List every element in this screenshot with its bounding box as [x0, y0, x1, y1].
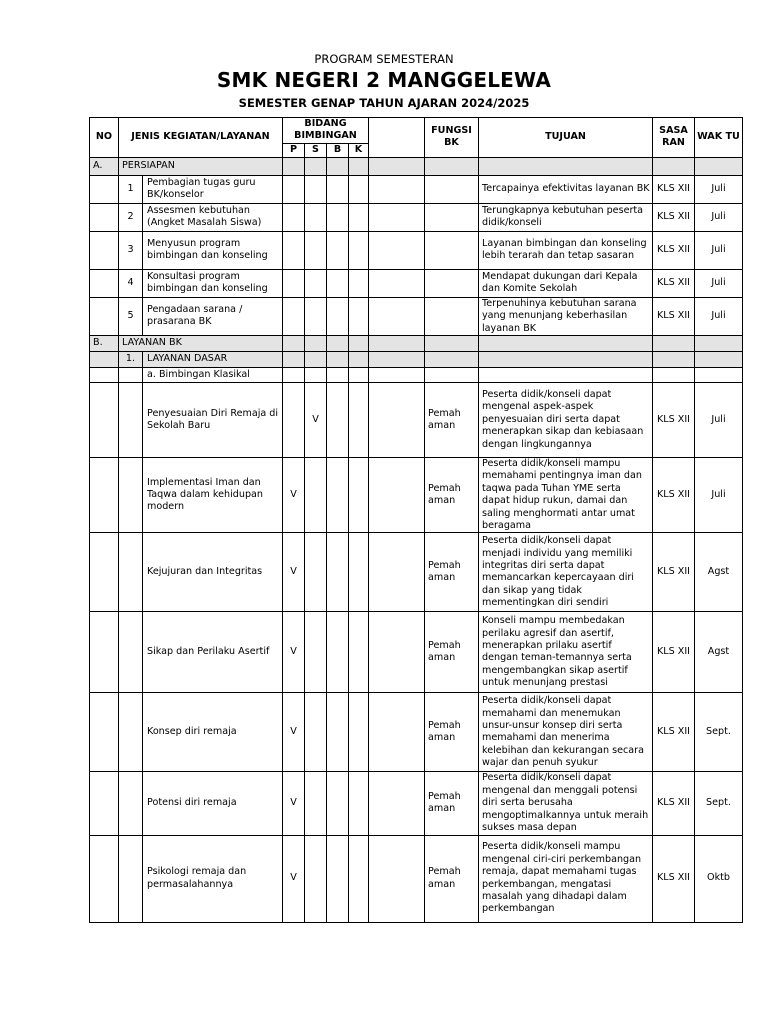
row-waktu: Juli [695, 231, 743, 269]
subsection-number: 1. [119, 352, 143, 368]
row-s [305, 533, 327, 612]
section-row [90, 157, 743, 175]
row-waktu: Juli [695, 297, 743, 335]
row-sasaran: KLS XII [653, 175, 695, 203]
row-no: 1 [119, 175, 143, 203]
table-row [90, 458, 743, 533]
row-s [305, 772, 327, 835]
col-b: B [327, 143, 349, 157]
table-row [90, 533, 743, 612]
row-waktu: Juli [695, 383, 743, 458]
subsection-title: a. Bimbingan Klasikal [143, 368, 283, 383]
header-row [90, 118, 743, 144]
section-title: PERSIAPAN [119, 157, 283, 175]
col-waktu: WAK TU [695, 118, 743, 158]
section-title: LAYANAN BK [119, 336, 283, 352]
col-k: K [349, 143, 369, 157]
row-sasaran: KLS XII [653, 533, 695, 612]
col-s: S [305, 143, 327, 157]
row-sasaran: KLS XII [653, 612, 695, 693]
row-waktu: Juli [695, 269, 743, 297]
col-no: NO [90, 118, 119, 158]
table-row [90, 269, 743, 297]
row-waktu: Juli [695, 203, 743, 231]
row-fungsi: Pemah aman [425, 835, 479, 922]
row-s [305, 835, 327, 922]
row-p: V [283, 458, 305, 533]
row-p: V [283, 612, 305, 693]
row-no: 3 [119, 231, 143, 269]
row-kegiatan: Menyusun program bimbingan dan konseling [143, 231, 283, 269]
row-waktu: Oktb [695, 835, 743, 922]
row-kegiatan: Pembagian tugas guru BK/konselor [143, 175, 283, 203]
row-fungsi: Pemah aman [425, 458, 479, 533]
row-kegiatan: Assesmen kebutuhan (Angket Masalah Siswa) [143, 203, 283, 231]
row-tujuan: Terpenuhinya kebutuhan sarana yang menunjang keberhasilan layanan BK [479, 297, 653, 335]
table-row [90, 612, 743, 693]
row-p: V [283, 693, 305, 772]
row-p: V [283, 772, 305, 835]
row-fungsi: Pemah aman [425, 693, 479, 772]
col-bidang: BIDANG BIMBINGAN [283, 118, 369, 144]
table-row [90, 297, 743, 335]
row-tujuan: Terungkapnya kebutuhan peserta didik/konseli [479, 203, 653, 231]
col-empty [369, 118, 425, 158]
row-sasaran: KLS XII [653, 383, 695, 458]
row-waktu: Agst [695, 612, 743, 693]
subsection-row [90, 368, 743, 383]
table-row [90, 231, 743, 269]
doc-subtitle: PROGRAM SEMESTERAN [314, 52, 454, 66]
row-no: 2 [119, 203, 143, 231]
table-row [90, 693, 743, 772]
row-tujuan: Tercapainya efektivitas layanan BK [479, 175, 653, 203]
row-sasaran: KLS XII [653, 772, 695, 835]
table-row [90, 772, 743, 835]
semester-line: SEMESTER GENAP TAHUN AJARAN 2024/2025 [238, 96, 530, 110]
table-row [90, 203, 743, 231]
row-tujuan: Peserta didik/konseli dapat menjadi individu yang memiliki integritas diri serta dapat memancarkan kepercayaan diri dan sikap yang tidak mementingkan diri sendiri [479, 533, 653, 612]
section-row [90, 336, 743, 352]
school-name: SMK NEGERI 2 MANGGELEWA [216, 68, 552, 92]
col-fungsi: FUNGSI BK [425, 118, 479, 158]
table-row [90, 383, 743, 458]
row-sasaran: KLS XII [653, 693, 695, 772]
row-topik: Potensi diri remaja [143, 772, 283, 835]
row-sasaran: KLS XII [653, 297, 695, 335]
row-tujuan: Mendapat dukungan dari Kepala dan Komite Sekolah [479, 269, 653, 297]
row-s [305, 612, 327, 693]
row-waktu: Sept. [695, 693, 743, 772]
section-letter: B. [90, 336, 119, 352]
row-waktu: Agst [695, 533, 743, 612]
row-waktu: Juli [695, 175, 743, 203]
table-row [90, 835, 743, 922]
row-topik: Penyesuaian Diri Remaja di Sekolah Baru [143, 383, 283, 458]
row-topik: Konsep diri remaja [143, 693, 283, 772]
table-row [90, 175, 743, 203]
row-fungsi: Pemah aman [425, 612, 479, 693]
row-waktu: Sept. [695, 772, 743, 835]
row-kegiatan: Pengadaan sarana / prasarana BK [143, 297, 283, 335]
row-tujuan: Konseli mampu membedakan perilaku agresif dan asertif, menerapkan prilaku asertif dengan teman-temannya serta mengembangkan sikap asertif untuk menunjang prestasi [479, 612, 653, 693]
program-table [89, 117, 743, 923]
row-fungsi: Pemah aman [425, 383, 479, 458]
row-tujuan: Layanan bimbingan dan konseling lebih terarah dan tetap sasaran [479, 231, 653, 269]
row-topik: Sikap dan Perilaku Asertif [143, 612, 283, 693]
row-p [283, 383, 305, 458]
row-sasaran: KLS XII [653, 835, 695, 922]
col-sasaran: SASA RAN [653, 118, 695, 158]
row-s: V [305, 383, 327, 458]
subsection-row [90, 352, 743, 368]
row-tujuan: Peserta didik/konseli dapat mengenal dan menggali potensi diri serta berusaha mengoptimalkannya untuk meraih sukses masa depan [479, 772, 653, 835]
row-topik: Psikologi remaja dan permasalahannya [143, 835, 283, 922]
row-no: 4 [119, 269, 143, 297]
col-tujuan: TUJUAN [479, 118, 653, 158]
row-sasaran: KLS XII [653, 269, 695, 297]
row-fungsi: Pemah aman [425, 533, 479, 612]
row-tujuan: Peserta didik/konseli mampu mengenal ciri-ciri perkembangan remaja, dapat memahami tugas perkembangan, mengatasi masalah yang dihadapi dalam perkembangan [479, 835, 653, 922]
row-topik: Implementasi Iman dan Taqwa dalam kehidupan modern [143, 458, 283, 533]
subsection-title: LAYANAN DASAR [143, 352, 283, 368]
col-p: P [283, 143, 305, 157]
row-sasaran: KLS XII [653, 203, 695, 231]
row-fungsi: Pemah aman [425, 772, 479, 835]
row-topik: Kejujuran dan Integritas [143, 533, 283, 612]
row-p: V [283, 835, 305, 922]
row-p: V [283, 533, 305, 612]
row-waktu: Juli [695, 458, 743, 533]
row-s [305, 693, 327, 772]
row-no: 5 [119, 297, 143, 335]
row-tujuan: Peserta didik/konseli mampu memahami pentingnya iman dan taqwa pada Tuhan YME serta dapat hidup rukun, damai dan saling menghormati antar umat beragama [479, 458, 653, 533]
row-tujuan: Peserta didik/konseli dapat mengenal aspek-aspek penyesuaian diri serta dapat menerapkan sikap dan kebiasaan dengan lingkungannya [479, 383, 653, 458]
row-sasaran: KLS XII [653, 458, 695, 533]
row-sasaran: KLS XII [653, 231, 695, 269]
col-jenis: JENIS KEGIATAN/LAYANAN [119, 118, 283, 158]
row-tujuan: Peserta didik/konseli dapat memahami dan menemukan unsur-unsur konsep diri serta memahami dan menerima kelebihan dan kekurangan secara wajar dan penuh syukur [479, 693, 653, 772]
section-letter: A. [90, 157, 119, 175]
row-kegiatan: Konsultasi program bimbingan dan konseling [143, 269, 283, 297]
row-s [305, 458, 327, 533]
